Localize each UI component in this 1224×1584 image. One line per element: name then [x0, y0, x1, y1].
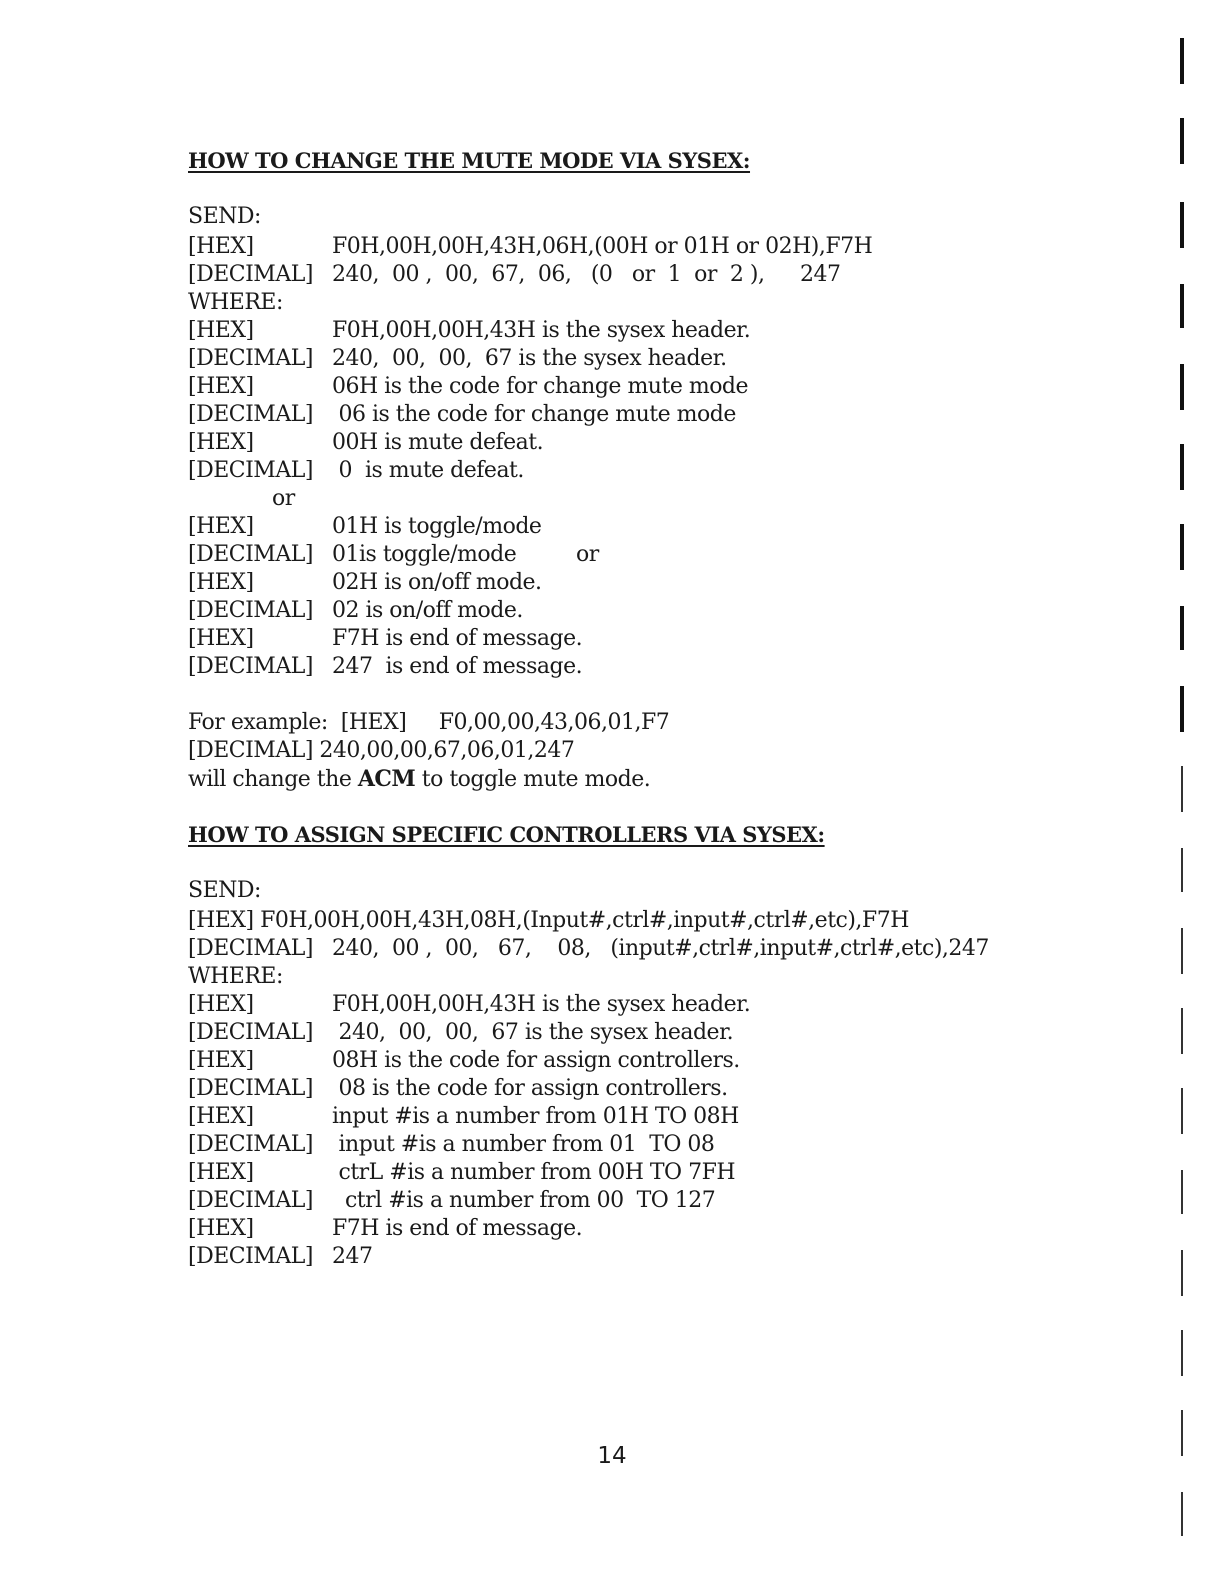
binder-mark [1181, 1170, 1183, 1214]
row-label: [HEX] [188, 1160, 254, 1185]
binder-mark [1181, 766, 1183, 812]
row-label: [DECIMAL] [188, 598, 313, 623]
row-label: [HEX] [188, 318, 254, 343]
row-label: [HEX] [188, 430, 254, 455]
binder-mark [1181, 1410, 1183, 1456]
binder-mark [1181, 1250, 1183, 1296]
row-text: input #is a number from 01 TO 08 [332, 1132, 715, 1157]
row-text: F7H is end of message. [332, 626, 583, 651]
binder-mark [1180, 686, 1184, 732]
binder-mark [1180, 118, 1184, 164]
row-label: [HEX] [188, 626, 254, 651]
send-dec-value: 240, 00 , 00, 67, 08, (input#,ctrl#,input#,ctrl#,etc),247 [332, 936, 989, 961]
binder-mark [1181, 1330, 1183, 1376]
binder-mark [1180, 606, 1184, 650]
send-label: SEND: [188, 878, 261, 903]
row-label: [HEX] [188, 1048, 254, 1073]
row-label: [HEX] [188, 1216, 254, 1241]
send-dec-value: 240, 00 , 00, 67, 06, (0 or 1 or 2 ), [332, 262, 765, 287]
row-text: 06 is the code for change mute mode [332, 402, 736, 427]
row-label: [HEX] [188, 570, 254, 595]
binder-mark [1181, 1088, 1183, 1134]
row-label: [DECIMAL] [188, 542, 313, 567]
send-dec-end: 247 [800, 262, 841, 287]
page-number: 14 [597, 1443, 627, 1469]
binder-mark [1180, 524, 1184, 570]
row-text: 01is toggle/mode [332, 542, 517, 567]
row-label: [HEX] [188, 1104, 254, 1129]
example-line-1: For example: [HEX] F0,00,00,43,06,01,F7 [188, 710, 670, 735]
row-text: 240, 00, 00, 67 is the sysex header. [332, 1020, 734, 1045]
where-label: WHERE: [188, 290, 283, 315]
row-text: F7H is end of message. [332, 1216, 583, 1241]
row-text: 240, 00, 00, 67 is the sysex header. [332, 346, 727, 371]
row-text: 06H is the code for change mute mode [332, 374, 749, 399]
row-label: [DECIMAL] [188, 1132, 313, 1157]
example-line-2: [DECIMAL] 240,00,00,67,06,01,247 [188, 738, 575, 763]
send-label: SEND: [188, 204, 261, 229]
binder-mark [1180, 38, 1184, 84]
section2-heading: HOW TO ASSIGN SPECIFIC CONTROLLERS VIA SYSEX: [188, 822, 825, 847]
row-text: 08 is the code for assign controllers. [332, 1076, 728, 1101]
send-dec-label: [DECIMAL] [188, 262, 313, 287]
binder-mark [1181, 928, 1183, 974]
section1-heading: HOW TO CHANGE THE MUTE MODE VIA SYSEX: [188, 148, 751, 173]
row-text: ctrl #is a number from 00 TO 127 [332, 1188, 716, 1213]
row-text: 02 is on/off mode. [332, 598, 523, 623]
row-label: [HEX] [188, 374, 254, 399]
binder-mark [1181, 1492, 1183, 1536]
send-dec-label: [DECIMAL] [188, 936, 313, 961]
binder-mark [1180, 364, 1184, 410]
where-label: WHERE: [188, 964, 283, 989]
row-label: [DECIMAL] [188, 1244, 313, 1269]
row-label: [DECIMAL] [188, 346, 313, 371]
row-label: [HEX] [188, 514, 254, 539]
send-hex-value: F0H,00H,00H,43H,06H,(00H or 01H or 02H),F7H [332, 234, 873, 259]
row-label: [DECIMAL] [188, 1076, 313, 1101]
row-label: [DECIMAL] [188, 458, 313, 483]
or-separator: or [576, 542, 599, 567]
row-text: F0H,00H,00H,43H is the sysex header. [332, 318, 751, 343]
row-text: ctrL #is a number from 00H TO 7FH [332, 1160, 736, 1185]
row-text: 0 is mute defeat. [332, 458, 524, 483]
row-text: 247 is end of message. [332, 654, 583, 679]
row-label: [DECIMAL] [188, 402, 313, 427]
or-separator: or [272, 486, 295, 511]
send-hex-label: [HEX] [188, 234, 254, 259]
example-line-3-pre: will change the [188, 767, 358, 792]
row-text: 00H is mute defeat. [332, 430, 544, 455]
example-line-3-post: to toggle mute mode. [415, 767, 651, 792]
binder-mark [1180, 202, 1184, 248]
acm-term: ACM [357, 766, 416, 792]
binder-mark [1181, 848, 1183, 892]
binder-mark [1180, 444, 1184, 490]
row-label: [DECIMAL] [188, 1188, 313, 1213]
row-label: [DECIMAL] [188, 1020, 313, 1045]
send-hex-line: [HEX] F0H,00H,00H,43H,08H,(Input#,ctrl#,input#,ctrl#,etc),F7H [188, 908, 909, 933]
row-label: [DECIMAL] [188, 654, 313, 679]
row-text: 247 [332, 1244, 373, 1269]
row-text: F0H,00H,00H,43H is the sysex header. [332, 992, 751, 1017]
row-text: 08H is the code for assign controllers. [332, 1048, 740, 1073]
binder-mark [1181, 1008, 1183, 1054]
row-text: 01H is toggle/mode [332, 514, 542, 539]
example-line-3 [188, 766, 650, 793]
row-text: 02H is on/off mode. [332, 570, 542, 595]
binder-mark [1180, 284, 1184, 328]
row-label: [HEX] [188, 992, 254, 1017]
row-text: input #is a number from 01H TO 08H [332, 1104, 739, 1129]
